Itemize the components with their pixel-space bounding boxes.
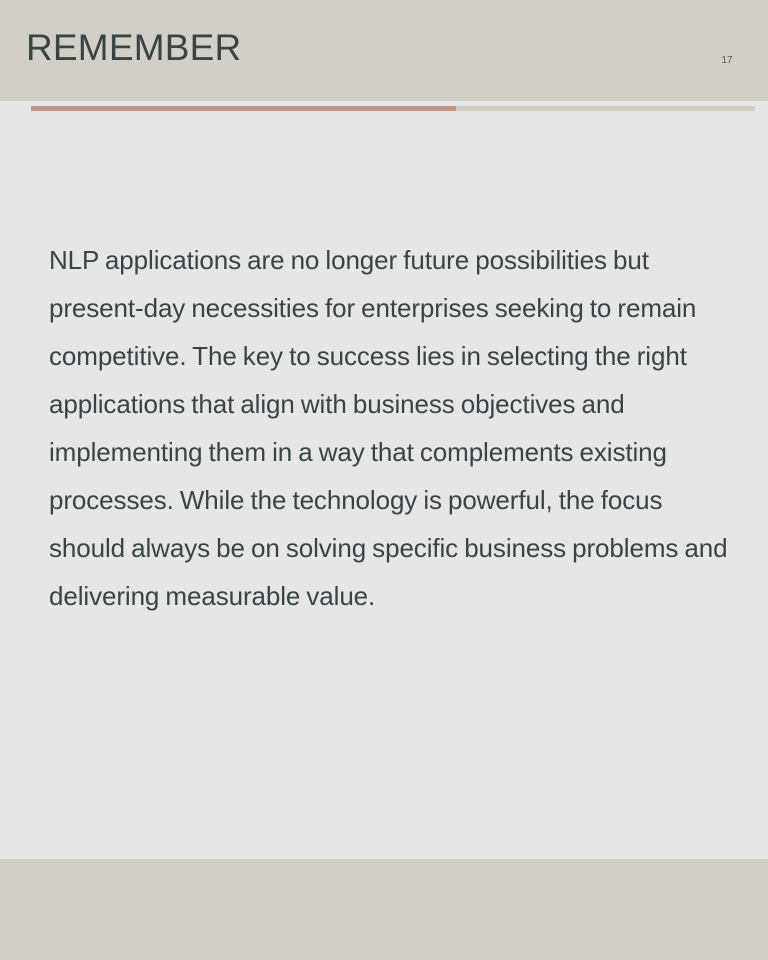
slide-title: REMEMBER [26, 27, 242, 68]
page-number: 17 [721, 55, 733, 66]
body-paragraph: NLP applications are no longer future possibilities but present-day necessities for enterprises seeking to remain competitive. The key to success lies in selecting the right applications that align with business objectives and implementing them in a way that complements existing processes. While the technology is powerful, the focus should always be on solving specific business problems and delivering measurable value. [49, 245, 728, 611]
footer-band [0, 859, 768, 960]
header-band [0, 0, 768, 101]
progress-bar-fill [31, 106, 456, 111]
progress-bar [31, 106, 755, 111]
